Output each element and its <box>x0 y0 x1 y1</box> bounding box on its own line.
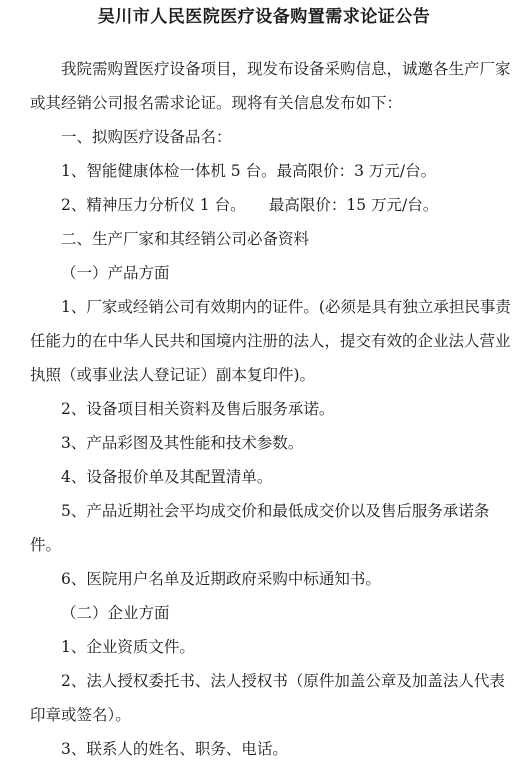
product-item-6: 6、医院用户名单及近期政府采购中标通知书。 <box>61 570 381 588</box>
company-item-3: 3、联系人的姓名、职务、电话。 <box>61 740 288 758</box>
product-item-1: 1、厂家或经销公司有效期内的证件。(必须是具有独立承担民事责任能力的在中华人民共和国境内注册的法人，提交有效的企业法人营业执照（或事业法人登记证）副本复印件)。 <box>30 298 511 384</box>
section-heading-equipment: 一、拟购医疗设备品名： <box>61 128 232 146</box>
subsection-heading-product: （一）产品方面 <box>61 264 170 282</box>
company-item-2: 2、法人授权委托书、法人授权书（原件加盖公章及加盖法人代表印章或签名）。 <box>30 672 505 724</box>
document-body <box>30 52 514 766</box>
intro-paragraph: 我院需购置医疗设备项目，现发布设备采购信息，诚邀各生产厂家或其经销公司报名需求论证。现将有关信息发布如下： <box>30 60 511 112</box>
product-item-3: 3、产品彩图及其性能和技术参数。 <box>61 434 304 452</box>
section-heading-materials: 二、生产厂家和其经销公司必备资料 <box>61 230 310 248</box>
company-item-1: 1、企业资质文件。 <box>61 638 195 656</box>
product-item-2: 2、设备项目相关资料及售后服务承诺。 <box>61 400 335 418</box>
document-title: 吴川市人民医院医疗设备购置需求论证公告 <box>97 7 431 27</box>
equipment-item-1: 1、智能健康体检一体机 5 台。最高限价：3 万元/台。 <box>61 162 437 180</box>
equipment-item-2: 2、精神压力分析仪 1 台。 最高限价：15 万元/台。 <box>61 196 439 214</box>
subsection-heading-company: （二）企业方面 <box>61 604 170 622</box>
product-item-5: 5、产品近期社会平均成交价和最低成交价以及售后服务承诺条件。 <box>30 502 490 554</box>
product-item-4: 4、设备报价单及其配置清单。 <box>61 468 273 486</box>
